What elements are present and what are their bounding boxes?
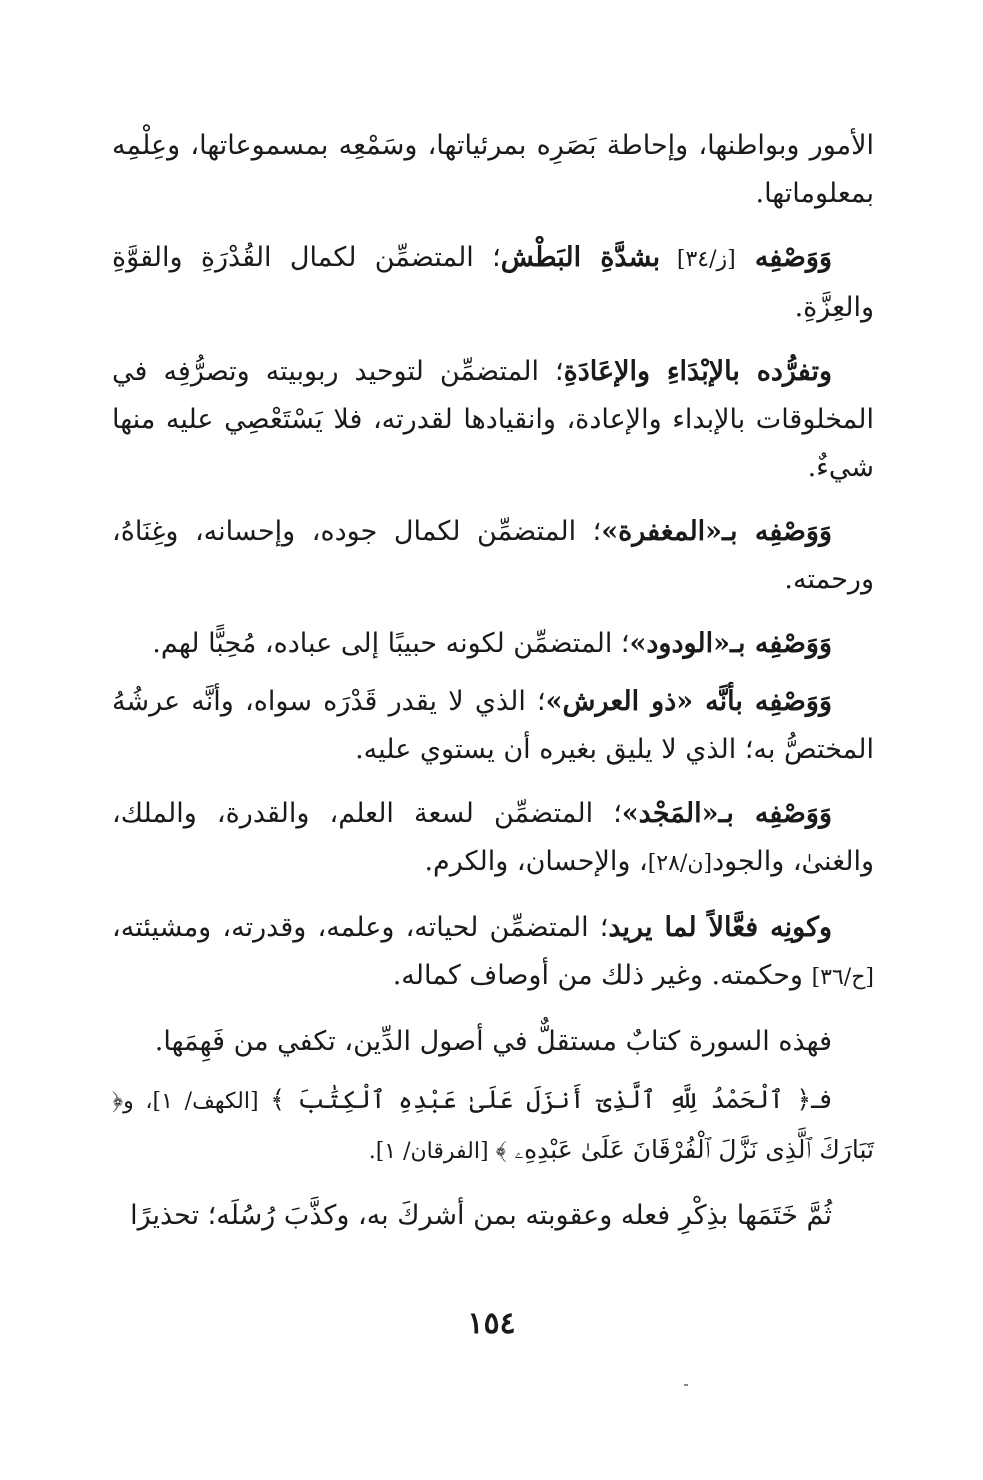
paragraph-11-text: ثُمَّ خَتَمَها بذِكْرِ فعله وعقوبته بمن أشركَ به، وكذَّبَ رُسُلَه؛ تحذيرًا [130, 1200, 832, 1231]
paragraph-6-text: ؛ الذي لا يقدر قَدْرَه سواه، وأنَّه عرشُهُ المختصُّ به؛ الذي لا يليق بغيره أن يستوي عليه. [112, 686, 874, 765]
bold-phrase: وكونِه فعَّالاً لما يريد [608, 912, 832, 943]
page-number: ١٥٤ [467, 1306, 516, 1341]
paragraph-3-text: ؛ المتضمِّن لتوحيد ربوبيته وتصرُّفِه في المخلوقات بالإبداء والإعادة، وانقيادها لقدرته، فلا يَسْتَعْصِي عليه منها شيءٌ. [112, 356, 874, 483]
paragraph-10-prefix: فـ [811, 1084, 832, 1115]
paragraph-7-text-end: ، والإحسان، والكرم. [424, 846, 648, 877]
paragraph-5-text: ؛ المتضمِّن لكونه حبيبًا إلى عباده، مُحِبًّا لهم. [152, 628, 630, 659]
paragraph-4-text: ؛ المتضمِّن لكمال جوده، وإحسانه، وغِنَاهُ، ورحمته. [112, 516, 874, 595]
surah-reference: [الفرقان/ ١]. [368, 1139, 496, 1164]
paragraph-9-text: فهذه السورة كتابٌ مستقلٌّ في أصول الدِّين، تكفي من فَهِمَها. [154, 1026, 832, 1057]
scan-speck [684, 1384, 688, 1386]
manuscript-reference: [ن/٢٨] [647, 851, 713, 876]
paragraph-9 [112, 1018, 874, 1066]
quran-verse: ﴿ تَبَارَكَ ٱلَّذِى نَزَّلَ ٱلْفُرْقَانَ عَلَىٰ عَبْدِهِۦ ﴾ [112, 1085, 874, 1164]
bold-phrase: وتفرُّده بالإبْدَاءِ والإعَادَةِ [563, 356, 832, 387]
bold-phrase: وَوَصْفِه بـ«المغفرة» [601, 516, 832, 547]
bold-phrase: وَوَصْفِه بـ«الودود» [629, 628, 832, 659]
paragraph-8-text-end: وحكمته. وغير ذلك من أوصاف كماله. [392, 960, 812, 991]
paragraph-4 [112, 508, 874, 604]
book-page-text [112, 122, 874, 1256]
manuscript-reference: [ح/٣٦] [811, 965, 874, 990]
surah-reference: [الكهف/ ١]، و [123, 1089, 271, 1114]
paragraph-8 [112, 904, 874, 1002]
paragraph-11 [112, 1192, 874, 1240]
bold-phrase: وَوَصْفِه [735, 242, 833, 273]
paragraph-5 [112, 620, 874, 668]
paragraph-10 [112, 1076, 874, 1176]
bold-phrase: بشدَّةِ البَطْش [500, 242, 661, 273]
paragraph-8-text: ؛ المتضمِّن لحياته، وعلمه، وقدرته، ومشيئته، [112, 912, 609, 943]
paragraph-2 [112, 234, 874, 332]
quran-verse: ﴿ ٱلْحَمْدُ لِلَّهِ ٱلَّذِىٓ أَنزَلَ عَلَىٰ عَبْدِهِ ٱلْكِتَٰبَ ﴾ [270, 1085, 812, 1114]
manuscript-reference: [ز/٣٤] [660, 247, 736, 272]
paragraph-1-text: الأمور وبواطنها، وإحاطة بَصَرِه بمرئياتها، وسَمْعِه بمسموعاتها، وعِلْمِه بمعلوماتها. [112, 130, 874, 209]
paragraph-3 [112, 348, 874, 492]
paragraph-2-text: ؛ المتضمِّن لكمال القُدْرَةِ والقوَّةِ والعِزَّةِ. [112, 242, 874, 323]
bold-phrase: وَوَصْفِه بأنَّه «ذو العرش» [545, 686, 833, 717]
paragraph-1 [112, 122, 874, 218]
bold-phrase: وَوَصْفِه بـ«المَجْد» [621, 798, 832, 829]
paragraph-7-text: ؛ المتضمِّن لسعة العلم، والقدرة، والملك، والغنىٰ، والجود [112, 798, 874, 877]
paragraph-6 [112, 678, 874, 774]
paragraph-7 [112, 790, 874, 888]
